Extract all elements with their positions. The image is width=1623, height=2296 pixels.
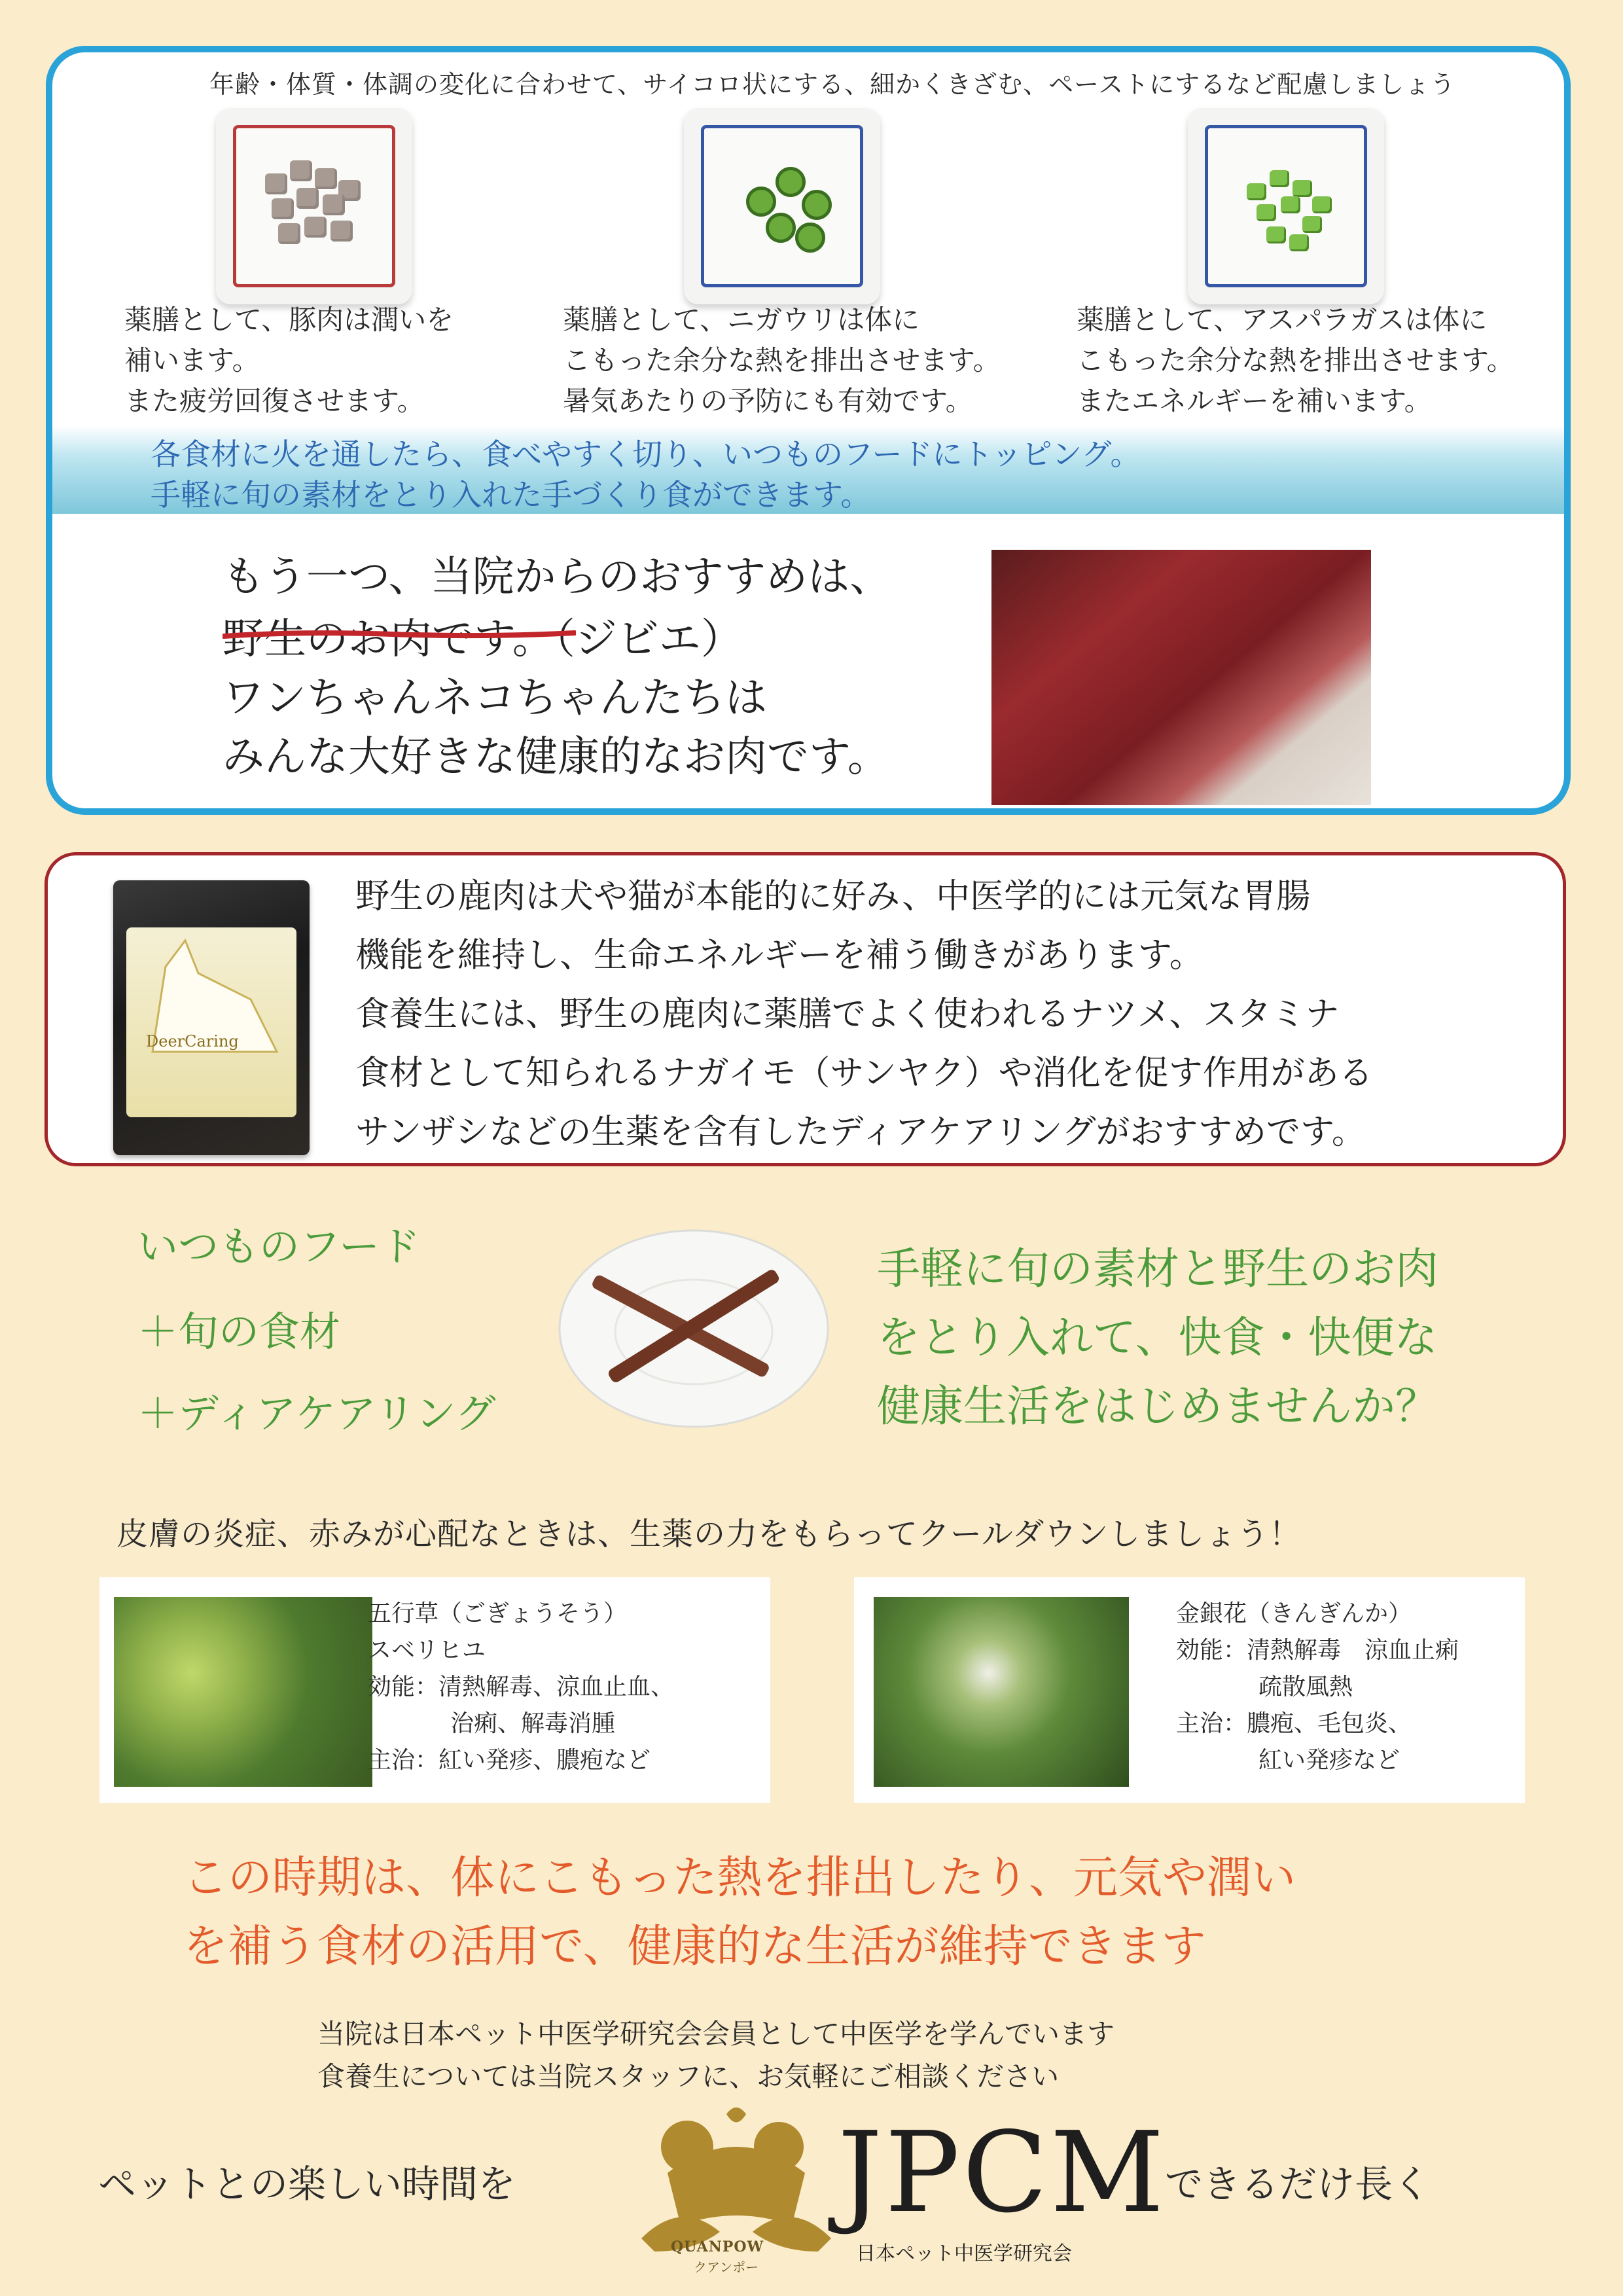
recommend-line-2: 野生のお肉です。（ジビエ） [223,615,743,664]
package-brand: DeerCaring [146,1032,239,1050]
deer-caring-card [45,852,1566,1166]
asparagus-dish-image [1188,108,1384,304]
jpcm-logo-text: JPCM [838,2108,1167,2238]
product-line-1: 野生の鹿肉は犬や猫が本能的に好み、中医学的には元気な胃腸 [355,877,1311,916]
invite-line-1: 手軽に旬の素材と野生のお肉 [877,1244,1438,1294]
package-label [126,927,296,1117]
quanpow-kana-text: クアンポー [694,2259,759,2275]
food-tips-card [46,46,1571,815]
product-line-2: 機能を維持し、生命エネルギーを補う働きがあります。 [355,936,1204,975]
recommend-line-3: ワンちゃんネコちゃんたちは [223,674,767,723]
intro-text: 年齢・体質・体調の変化に合わせて、サイコロ状にする、細かくきざむ、ペーストにするなど配慮しましょう [209,70,1456,99]
invite-line-3: 健康生活をはじめませんか？ [877,1381,1438,1431]
bitter-melon-dish-image [684,108,880,304]
recommend-line-4: みんな大好きな健康的なお肉です。 [223,733,889,781]
purslane-photo [114,1597,372,1787]
footer-right-text: できるだけ長く [1165,2162,1431,2206]
product-line-5: サンザシなどの生薬を含有したディアケアリングがおすすめです。 [355,1113,1366,1152]
kinginka-card [854,1577,1525,1803]
topping-line-1: 各食材に火を通したら、食べやすく切り、いつものフードにトッピング。 [151,437,1141,472]
invite-line-2: をとり入れて、快食・快便な [877,1312,1438,1363]
recommend-line-1: もう一つ、当院からのおすすめは、 [223,553,892,601]
season-line-1: この時期は、体にこもった熱を排出したり、元気や潤い [183,1852,1296,1904]
kinginka-text: 金銀花（きんぎんか） 効能：清熱解毒 涼血止痢 疏散風熱 主治：膿疱、毛包炎、 紅い発疹など [1176,1600,1459,1774]
member-line-2: 食養生については当院スタッフに、お気軽にご相談ください [317,2060,1060,2092]
asparagus-description: 薬膳として、アスパラガスは体に こもった余分な熱を排出させます。 またエネルギーを補います。 [1077,304,1514,417]
product-line-3: 食養生には、野生の鹿肉に薬膳でよく使われるナツメ、スタミナ [355,995,1340,1034]
season-line-2: を補う食材の活用で、健康的な生活が維持できます [183,1921,1206,1973]
formula-line-2: ＋旬の食材 [137,1308,341,1355]
formula-line-3: ＋ディアケアリング [137,1390,496,1437]
bitter-melon-description: 薬膳として、ニガウリは体に こもった余分な熱を排出させます。 暑気あたりの予防にも有効です。 [563,304,1001,417]
footer-left-text: ペットとの楽しい時間を [98,2162,516,2206]
pork-description: 薬膳として、豚肉は潤いを 補います。 また疲労回復させます。 [124,304,454,417]
formula-line-1: いつものフード [137,1223,421,1270]
venison-meat-photo [991,550,1371,805]
herb-heading: 皮膚の炎症、赤みが心配なときは、生薬の力をもらってクールダウンしましょう！ [116,1516,1302,1552]
product-line-4: 食材として知られるナガイモ（サンヤク）や消化を促す作用がある [355,1054,1373,1093]
gogyo-card [99,1577,770,1803]
member-line-1: 当院は日本ペット中医学研究会会員として中医学を学んでいます [317,2018,1115,2050]
honeysuckle-photo [874,1597,1129,1787]
red-underline [223,628,576,640]
quanpow-mark-text: QUANPOW [671,2238,764,2255]
pork-dish-image [216,108,412,304]
jpcm-logo-subtitle: 日本ペット中医学研究会 [856,2242,1072,2265]
topping-band [52,425,1564,514]
gogyo-text: 五行草（ごぎょうそう） スベリヒユ 効能：清熱解毒、涼血止血、 治痢、解毒消腫 主治：紅い発疹、膿疱など [368,1600,675,1774]
plate-with-jerky-image [556,1221,831,1430]
topping-line-2: 手軽に旬の素材をとり入れた手づくり食ができます。 [151,477,871,512]
